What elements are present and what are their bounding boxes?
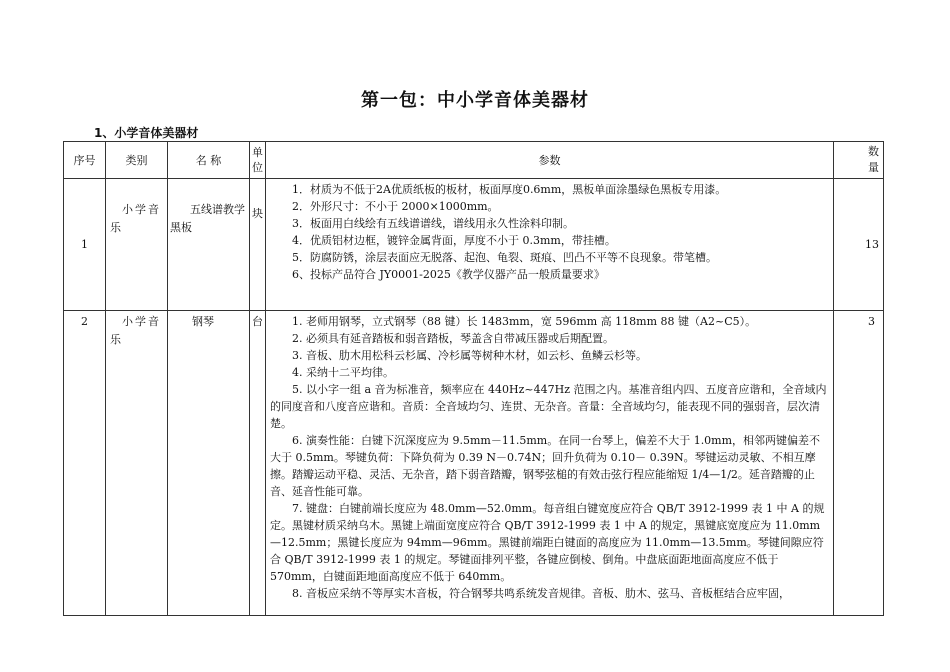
row-qty: 3	[834, 311, 884, 616]
header-name: 名 称	[168, 142, 250, 179]
param-line: 3. 音板、肋木用松科云杉属、冷杉属等树种木材，如云杉、鱼鳞云杉等。	[292, 349, 647, 362]
header-params: 参数	[266, 142, 834, 179]
section-subtitle: 1、小学音体美器材	[94, 126, 199, 140]
table-row	[64, 179, 884, 311]
row-unit: 台	[250, 311, 266, 616]
page-title: 第一包：中小学音体美器材	[361, 90, 589, 111]
row-category: 小学音乐	[106, 311, 168, 616]
param-line: 2. 必须具有延音踏板和弱音踏板，琴盖含自带减压器或后期配置。	[292, 332, 614, 345]
header-qty-line2: 量	[868, 161, 879, 174]
row-name: 五线谱教学黑板	[168, 179, 250, 311]
header-category: 类别	[106, 142, 168, 179]
param-line: 7. 键盘：白键前端长度应为 48.0mm—52.0mm。每音组白键宽度应符合 QB/T 3912-1999 表 1 中 A 的规定。黑键材质采纳乌木。黑键上端面宽度应符合 QB/T 3912-1999 表 1 中 A 的规定，黑键底宽度应为 11.0mm—12.5mm；黑键长度应为 94mm—96mm。黑键前端距白键面的高度应为 11.0mm—13.5mm。琴键间隙应符合 QB/T 3912-1999 表 1 的规定。琴键面排列平整，各键应倒棱、倒角。中盘底面距地面高度应不低于 570mm，白键面距地面高度应不低于 640mm。	[270, 502, 825, 583]
param-line: 4. 采纳十二平均律。	[292, 366, 394, 379]
row-params	[266, 311, 834, 616]
table-row	[64, 311, 884, 616]
header-unit-line2: 位	[252, 161, 263, 174]
param-line: 2．外形尺寸：不小于 2000×1000mm。	[292, 200, 499, 213]
param-line: 5. 以小字一组 a 音为标准音，频率应在 440Hz~447Hz 范围之内。基准音组内四、五度音应谐和，全音域内的同度音和八度音应谐和。音质：全音域均匀、连贯、无杂音。音量：全音域均匀，能表现不同的强弱音，层次清楚。	[270, 383, 827, 430]
param-line: 3．板面用白线绘有五线谱谱线，谱线用永久性涂料印制。	[292, 217, 574, 230]
header-qty	[834, 142, 884, 179]
header-qty-line1: 数	[868, 145, 879, 158]
param-line: 5．防腐防锈，涂层表面应无脱落、起泡、龟裂、斑痕、凹凸不平等不良现象。带笔槽。	[292, 251, 717, 264]
row-params	[266, 179, 834, 311]
row-qty: 13	[834, 179, 884, 311]
param-line: 6、投标产品符合 JY0001-2025《教学仪器产品一般质量要求》	[292, 268, 605, 281]
row-name: 钢琴	[168, 311, 250, 616]
row-category: 小学音乐	[106, 179, 168, 311]
param-line: 6. 演奏性能：白键下沉深度应为 9.5mm－11.5mm。在同一台琴上，偏差不大于 1.0mm，相邻两键偏差不大于 0.5mm。琴键负荷：下降负荷为 0.39 N－0.74N；回升负荷为 0.10－ 0.39N。琴键运动灵敏、不相互摩擦。踏瓣运动平稳、灵活、无杂音，踏下弱音踏瓣，钢琴弦槌的有效击弦行程应能缩短 1/4—1/2。延音踏瓣的止音、延音性能可靠。	[270, 434, 821, 498]
header-unit	[250, 142, 266, 179]
param-line: 4．优质铝材边框，镀锌金属背面，厚度不小于 0.3mm，带挂槽。	[292, 234, 616, 247]
param-line: 8. 音板应采纳不等厚实木音板，符合钢琴共鸣系统发音规律。音板、肋木、弦马、音板框结合应牢固，	[292, 587, 790, 600]
param-line: 1. 老师用钢琴，立式钢琴（88 键）长 1483mm，宽 596mm 高 118mm 88 键（A2~C5）。	[292, 315, 757, 328]
param-line: 1．材质为不低于2A优质纸板的板材，板面厚度0.6mm，黑板单面涂墨绿色黑板专用漆。	[292, 183, 727, 196]
row-no: 2	[64, 311, 106, 616]
header-unit-line1: 单	[252, 146, 263, 159]
row-unit: 块	[250, 179, 266, 311]
equipment-table	[63, 141, 884, 616]
table-header-row	[64, 142, 884, 179]
row-no: 1	[64, 179, 106, 311]
header-no: 序号	[64, 142, 106, 179]
